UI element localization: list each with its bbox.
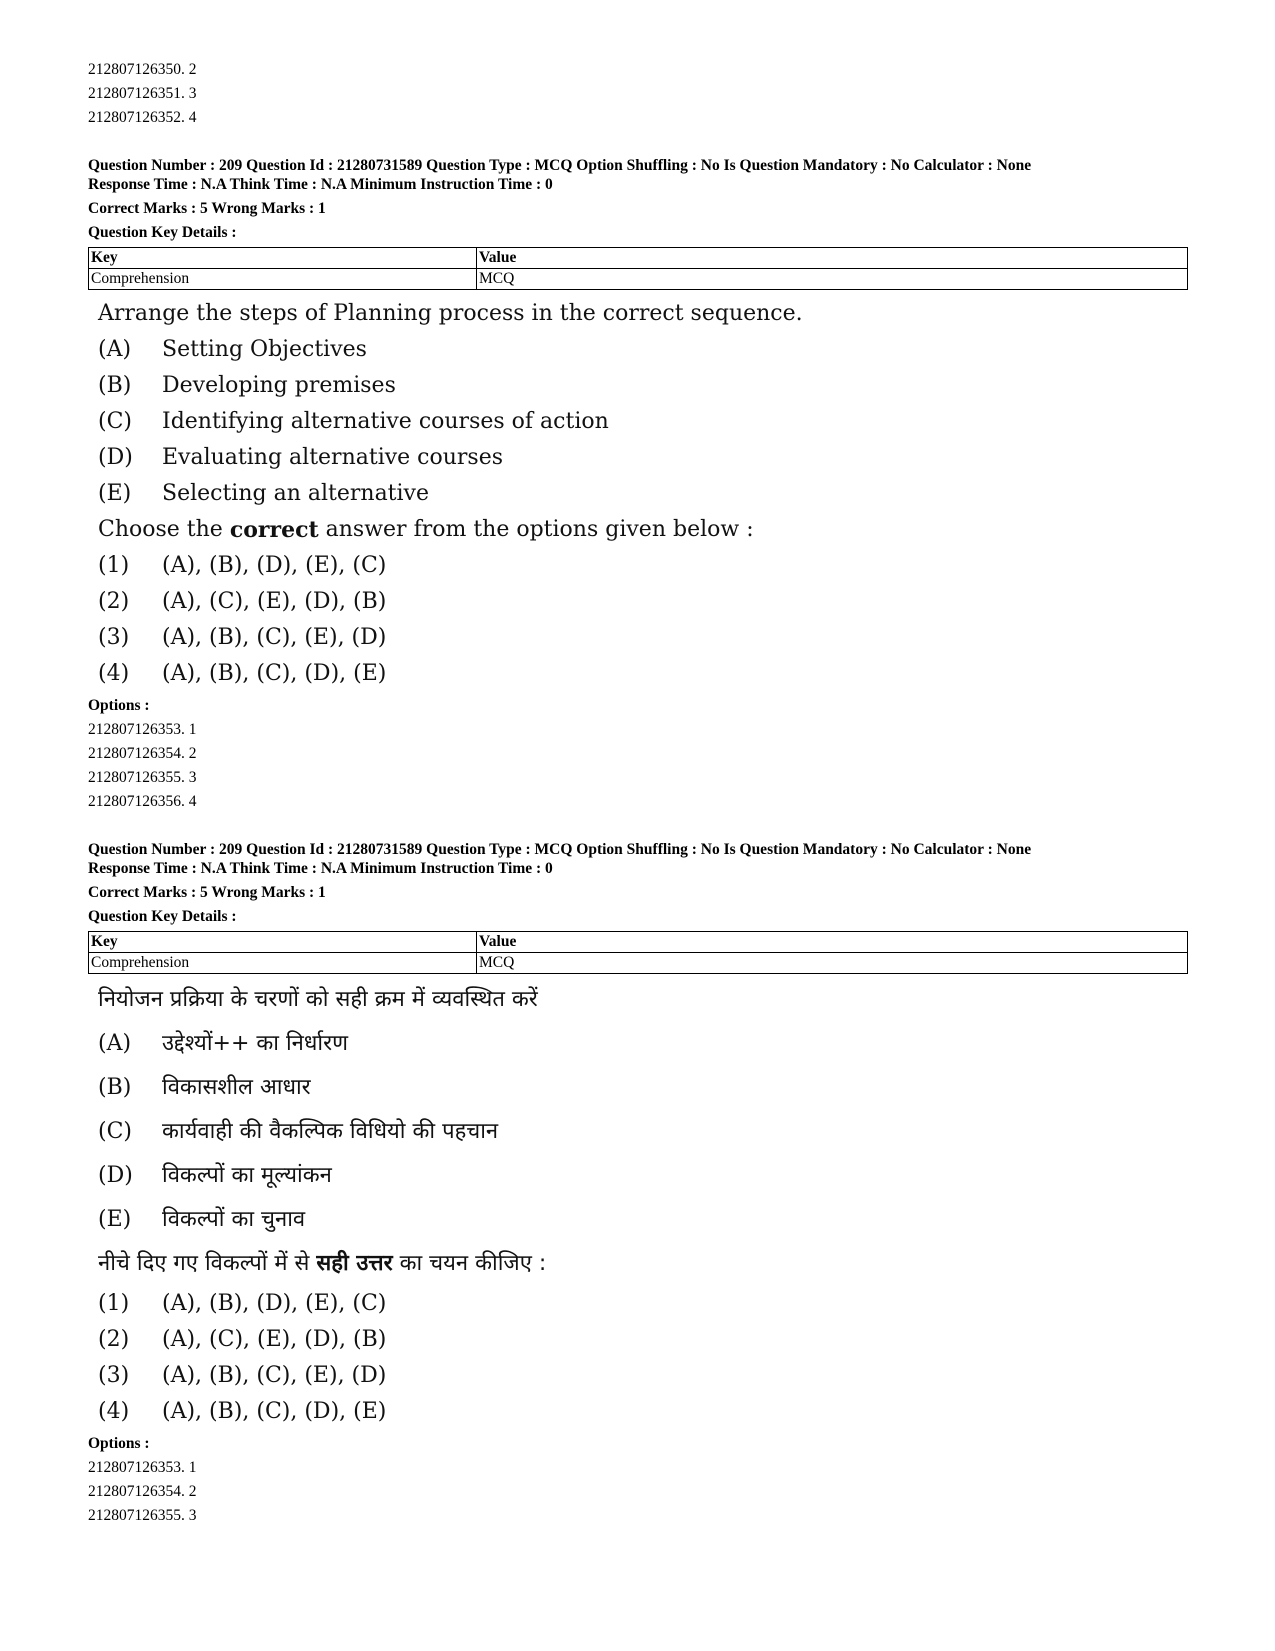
document-page	[88, 58, 1188, 1528]
question-text: नियोजन प्रक्रिया के चरणों को सही क्रम में व्यवस्थित करें	[98, 987, 538, 1012]
option-line: 212807126354. 2	[88, 745, 197, 762]
statement-item: (E) Selecting an alternative	[98, 481, 430, 506]
statement-item: (B) विकासशील आधार	[98, 1075, 311, 1100]
question-marks: Correct Marks : 5 Wrong Marks : 1	[88, 884, 326, 901]
table-value-cell: MCQ	[477, 953, 1188, 974]
answer-choice: (4) (A), (B), (C), (D), (E)	[98, 1399, 387, 1424]
statement-item: (D) Evaluating alternative courses	[98, 445, 504, 470]
statement-item: (C) Identifying alternative courses of action	[98, 409, 609, 434]
statement-item: (A) उद्देश्यों++ का निर्धारण	[98, 1031, 348, 1056]
option-line: 212807126354. 2	[88, 1483, 197, 1500]
option-line: 212807126351. 3	[88, 85, 197, 102]
options-label: Options :	[88, 1435, 150, 1452]
question-block-english	[88, 154, 1188, 814]
table-value-header: Value	[477, 248, 1188, 269]
question-text: Arrange the steps of Planning process in the correct sequence.	[98, 301, 803, 326]
option-line: 212807126350. 2	[88, 61, 197, 78]
table-key-cell: Comprehension	[89, 269, 477, 290]
key-details-table	[88, 247, 1188, 290]
question-content	[88, 296, 1188, 692]
option-line: 212807126355. 3	[88, 769, 197, 786]
answer-choice: (2) (A), (C), (E), (D), (B)	[98, 589, 387, 614]
answer-choice: (4) (A), (B), (C), (D), (E)	[98, 661, 387, 686]
question-timing: Response Time : N.A Think Time : N.A Minimum Instruction Time : 0	[88, 860, 553, 877]
table-value-header: Value	[477, 932, 1188, 953]
statement-item: (E) विकल्पों का चुनाव	[98, 1207, 306, 1232]
table-key-cell: Comprehension	[89, 953, 477, 974]
option-line: 212807126352. 4	[88, 109, 197, 126]
key-details-label: Question Key Details :	[88, 224, 237, 241]
key-details-label: Question Key Details :	[88, 908, 237, 925]
answer-choice: (1) (A), (B), (D), (E), (C)	[98, 553, 387, 578]
option-line: 212807126353. 1	[88, 721, 197, 738]
question-marks: Correct Marks : 5 Wrong Marks : 1	[88, 200, 326, 217]
answer-choice: (1) (A), (B), (D), (E), (C)	[98, 1291, 387, 1316]
option-line: 212807126356. 4	[88, 793, 197, 810]
question-block-hindi	[88, 838, 1188, 1528]
question-header: Question Number : 209 Question Id : 21280731589 Question Type : MCQ Option Shuffling : No Is Question Mandatory : No Calculator : None	[88, 157, 1032, 174]
option-line: 212807126353. 1	[88, 1459, 197, 1476]
question-header: Question Number : 209 Question Id : 21280731589 Question Type : MCQ Option Shuffling : No Is Question Mandatory : No Calculator : None	[88, 841, 1032, 858]
question-content	[88, 978, 1188, 1430]
instruction-text: Choose the correct answer from the options given below :	[98, 517, 754, 543]
table-value-cell: MCQ	[477, 269, 1188, 290]
answer-choice: (2) (A), (C), (E), (D), (B)	[98, 1327, 387, 1352]
option-line: 212807126355. 3	[88, 1507, 197, 1524]
statement-item: (C) कार्यवाही की वैकल्पिक विधियो की पहचान	[98, 1119, 499, 1144]
options-label: Options :	[88, 697, 150, 714]
statement-item: (B) Developing premises	[98, 373, 396, 398]
answer-choice: (3) (A), (B), (C), (E), (D)	[98, 625, 387, 650]
answer-choice: (3) (A), (B), (C), (E), (D)	[98, 1363, 387, 1388]
statement-item: (A) Setting Objectives	[98, 337, 367, 362]
instruction-text: नीचे दिए गए विकल्पों में से सही उत्तर का चयन कीजिए :	[98, 1251, 547, 1276]
question-timing: Response Time : N.A Think Time : N.A Minimum Instruction Time : 0	[88, 176, 553, 193]
key-details-table	[88, 931, 1188, 974]
table-key-header: Key	[89, 248, 477, 269]
statement-item: (D) विकल्पों का मूल्यांकन	[98, 1163, 332, 1188]
table-key-header: Key	[89, 932, 477, 953]
